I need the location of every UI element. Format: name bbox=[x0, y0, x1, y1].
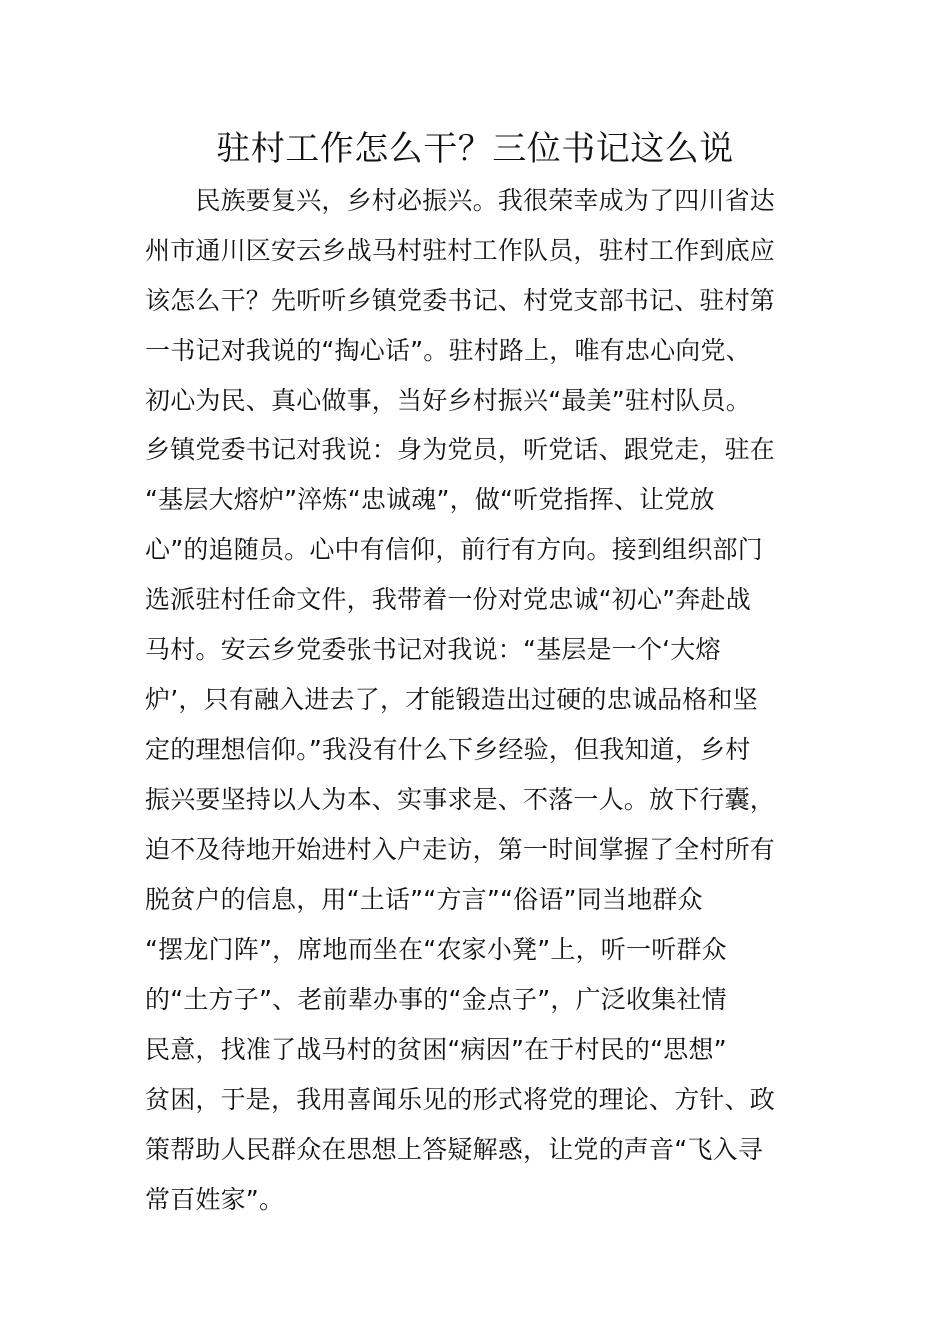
text-line: 贫困，于是，我用喜闻乐见的形式将党的理论、方针、政 bbox=[145, 1085, 776, 1114]
text-line: 迫不及待地开始进村入户走访，第一时间掌握了全村所有 bbox=[145, 835, 776, 864]
text-line: 乡镇党委书记对我说：身为党员，听党话、跟党走，驻在 bbox=[145, 435, 776, 464]
text-line: 民族要复兴，乡村必振兴。我很荣幸成为了四川省达 bbox=[145, 186, 776, 215]
text-line: 心”的追随员。心中有信仰，前行有方向。接到组织部门 bbox=[145, 535, 763, 564]
text-line: 选派驻村任命文件，我带着一份对党忠诚“初心”奔赴战 bbox=[145, 585, 751, 614]
text-line: 州市通川区安云乡战马村驻村工作队员，驻村工作到底应 bbox=[145, 236, 776, 265]
text-line: 振兴要坚持以人为本、实事求是、不落一人。放下行囊， bbox=[145, 785, 776, 814]
text-line: 初心为民、真心做事，当好乡村振兴“最美”驻村队员。 bbox=[145, 386, 751, 415]
text-line: 民意，找准了战马村的贫困“病因”在于村民的“思想” bbox=[145, 1035, 727, 1064]
text-line: “摆龙门阵”，席地而坐在“农家小凳”上，听一听群众 bbox=[145, 935, 727, 964]
text-line: 策帮助人民群众在思想上答疑解惑，让党的声音“飞入寻 bbox=[145, 1135, 763, 1164]
text-line: “基层大熔炉”淬炼“忠诚魂”，做“听党指挥、让党放 bbox=[145, 485, 715, 514]
text-line: 该怎么干？先听听乡镇党委书记、村党支部书记、驻村第 bbox=[145, 286, 776, 315]
paragraph-1 bbox=[145, 176, 815, 426]
text-line: 定的理想信仰。”我没有什么下乡经验，但我知道，乡村 bbox=[145, 735, 751, 764]
text-line: 的“土方子”、老前辈办事的“金点子”，广泛收集社情 bbox=[145, 985, 727, 1014]
text-line: 脱贫户的信息，用“土话”“方言”“俗语”同当地群众 bbox=[145, 885, 703, 914]
text-line: 炉’，只有融入进去了，才能锻造出过硬的忠诚品格和坚 bbox=[145, 685, 758, 714]
document-title: 驻村工作怎么干？三位书记这么说 bbox=[216, 129, 734, 169]
text-line: 一书记对我说的“掏心话”。驻村路上，唯有忠心向党、 bbox=[145, 336, 751, 365]
text-line: 常百姓家”。 bbox=[145, 1185, 285, 1214]
text-line: 马村。安云乡党委张书记对我说：“基层是一个‘大熔 bbox=[145, 635, 721, 664]
paragraph-2 bbox=[145, 425, 815, 1225]
